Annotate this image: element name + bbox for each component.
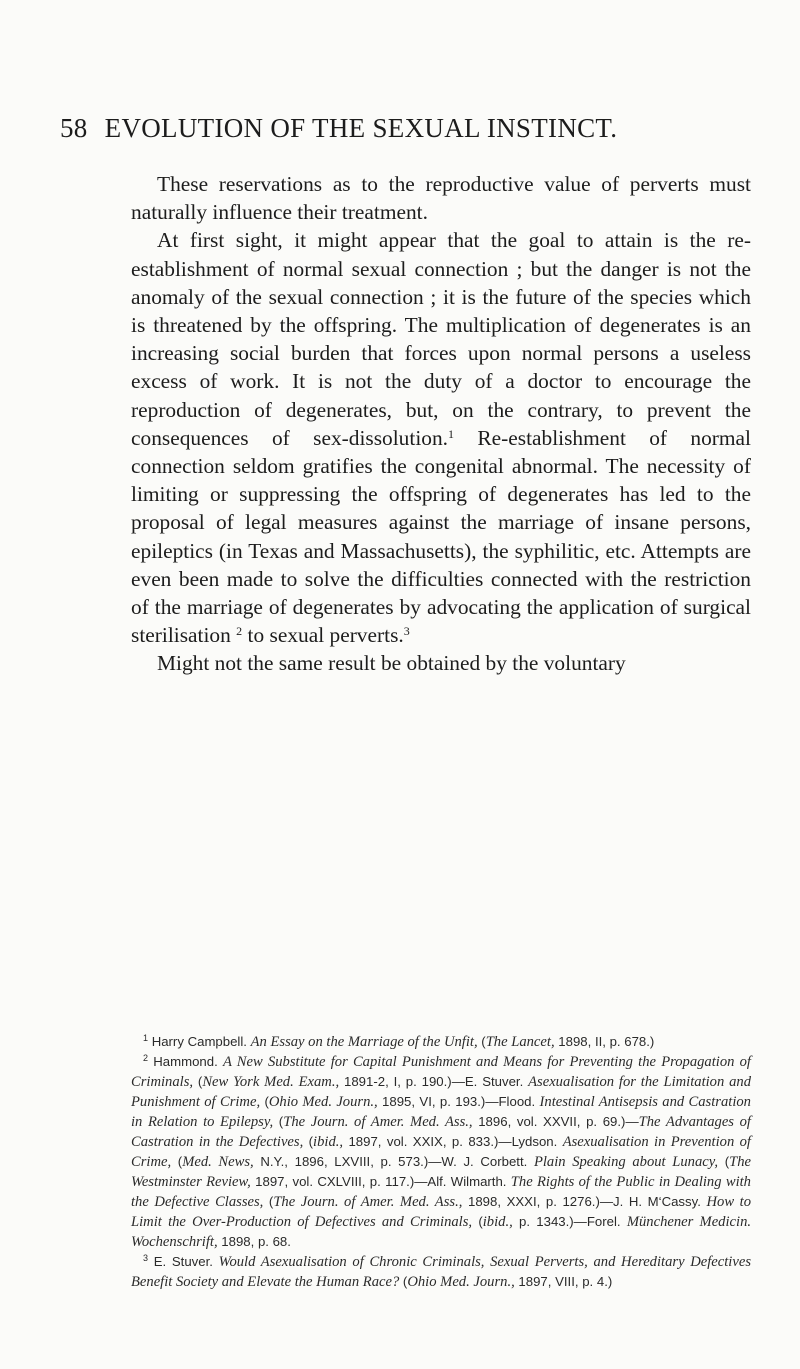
footnote-2-ref-1: 1891-2, I, p. 190.)—E. Stuver. bbox=[339, 1074, 529, 1089]
footnote-2-title-4: The Advantages of Castration in the Defectives, bbox=[131, 1114, 751, 1150]
main-text bbox=[131, 170, 751, 678]
running-title: EVOLUTION OF THE SEXUAL INSTINCT. bbox=[104, 113, 618, 143]
footnote-2-journal-7: The Journ. of Amer. Med. Ass., bbox=[273, 1194, 463, 1210]
footnote-2-title-5: Asexualisation in Prevention of Crime, bbox=[131, 1134, 751, 1170]
footnote-3-rest: 1897, VIII, p. 4.) bbox=[514, 1274, 613, 1289]
footnote-2-ref-6: 1897, vol. CXLVIII, p. 117.)—Alf. Wilmarth. bbox=[250, 1174, 511, 1189]
footnote-1-open: ( bbox=[477, 1034, 486, 1049]
footnote-2-title-8: How to Limit the Over-Production of Defectives and Criminals, bbox=[131, 1194, 751, 1230]
footnote-2-journal-4: ibid., bbox=[313, 1134, 344, 1150]
footnote-2-journal-1: New York Med. Exam., bbox=[202, 1074, 340, 1090]
footnote-2-title-3: Intestinal Antisepsis and Castration in Relation to Epilepsy, bbox=[131, 1094, 751, 1130]
footnote-1-author: Harry Campbell. bbox=[151, 1034, 251, 1049]
paragraph-2-part-b: Re-establishment of normal connection seldom gratifies the congenital abnormal. The necessity of limiting or suppressing the offspring of degenerates has led to the proposal of legal measures against the marriage of insane persons, epileptics (in Texas and Massachusetts), the syphilitic, etc. Attempts are even been made to solve the difficulties connected with the restriction of the marriage of degenerates by advocating the application of surgical sterilisation bbox=[131, 425, 751, 648]
footnote-2-title-9: Münchener Medicin. Wochenschrift, bbox=[131, 1214, 752, 1250]
paragraph-2 bbox=[131, 226, 751, 649]
footnote-2-title-2: Asexualisation for the Limitation and Punishment of Crime, bbox=[131, 1074, 752, 1110]
footnote-2: $^2$ Hammond. A New Substitute for Capital Punishment and Means for Preventing the Propagation of Criminals, (New York Med. Exam., 1891-2, I, p. 190.)—E. Stuver. Asexualisation for the Limitation and Punishment of Crime, (Ohio Med. Journ., 1895, VI, p. 193.)—Flood. Intestinal Antisepsis and Castration in Relation to Epilepsy, (The Journ. of Amer. Med. Ass., 1896, vol. XXVII, p. 69.)—The Advantages of Castration in the Defectives, (ibid., 1897, vol. XXIX, p. 833.)—Lydson. Asexualisation in Prevention of Crime, (Med. News, N.Y., 1896, LXVIII, p. 573.)—W. J. Corbett. Plain Speaking about Lunacy, (The Westminster Review, 1897, vol. CXLVIII, p. 117.)—Alf. Wilmarth. The Rights of the Public in Dealing with the Defective Classes, (The Journ. of Amer. Med. Ass., 1898, XXXI, p. 1276.)—J. H. M‘Cassy. How to Limit the Over-Production of Defectives and Criminals, (ibid., p. 1343.)—Forel. Münchener Medicin. Wochenschrift, 1898, p. 68. bbox=[131, 1053, 752, 1250]
footnote-2-ref-8: p. 1343.)—Forel. bbox=[512, 1214, 627, 1229]
footnote-ref-3: 3 bbox=[403, 624, 410, 639]
footnote-3-title: Would Asexualisation of Chronic Criminals, Sexual Perverts, and Hereditary Defectives Benefit Society and Elevate the Human Race? bbox=[131, 1254, 751, 1290]
running-header bbox=[60, 113, 740, 144]
footnote-2-journal-6: The Westminster Review, bbox=[131, 1154, 751, 1190]
footnote-1 bbox=[131, 1032, 751, 1052]
footnote-3-journal: Ohio Med. Journ., bbox=[407, 1274, 515, 1290]
paragraph-1: These reservations as to the reproductive value of perverts must naturally influence their treatment. bbox=[131, 172, 751, 225]
footnote-ref-1: 1 bbox=[448, 426, 455, 441]
footnote-1-rest: 1898, II, p. 678.) bbox=[554, 1034, 655, 1049]
footnote-2-ref-2: 1895, VI, p. 193.)—Flood. bbox=[377, 1094, 540, 1109]
paragraph-3: Might not the same result be obtained by the voluntary bbox=[157, 651, 626, 676]
footnote-2-title-1: A New Substitute for Capital Punishment and Means for Preventing the Propagation of Criminals, bbox=[131, 1054, 751, 1090]
footnote-3-mark: 3 bbox=[143, 1253, 149, 1263]
footnote-1-journal: The Lancet, bbox=[485, 1034, 555, 1050]
footnote-2-journal-5: Med. News, bbox=[182, 1154, 254, 1170]
footnote-2-ref-5: N.Y., 1896, LXVIII, p. 573.)—W. J. Corbett. bbox=[253, 1154, 534, 1169]
page-number: 58 bbox=[60, 113, 88, 143]
footnotes bbox=[131, 1032, 751, 1292]
footnote-3: $^3$ E. Stuver. Would Asexualisation of Chronic Criminals, Sexual Perverts, and Hereditary Defectives Benefit Society and Elevate the Human Race? (Ohio Med. Journ., 1897, VIII, p. 4.) bbox=[131, 1253, 751, 1290]
paragraph-2-part-a: At first sight, it might appear that the goal to attain is the re-establishment of normal sexual connection ; but the danger is not the anomaly of the sexual connection ; it is the future of the species which is threatened by the offspring. The multiplication of degenerates is an increasing social burden that forces upon normal persons a useless excess of work. It is not the duty of a doctor to encourage the reproduction of degenerates, but, on the contrary, to prevent the consequences of sex-dissolution. bbox=[131, 228, 751, 450]
footnote-ref-2: 2 bbox=[236, 624, 243, 639]
footnote-1-mark: 1 bbox=[143, 1033, 149, 1043]
footnote-2-author: Hammond. bbox=[153, 1054, 223, 1069]
paragraph-2-part-c: to sexual perverts. bbox=[242, 623, 404, 648]
footnote-2-ref-7: 1898, XXXI, p. 1276.)—J. H. M‘Cassy. bbox=[462, 1194, 707, 1209]
footnote-2-ref-9: 1898, p. 68. bbox=[217, 1234, 291, 1249]
footnote-2-title-6: Plain Speaking about Lunacy, bbox=[533, 1154, 719, 1170]
footnote-2-ref-3: 1896, vol. XXVII, p. 69.)— bbox=[472, 1114, 639, 1129]
footnote-2-journal-8: ibid., bbox=[482, 1214, 513, 1230]
footnote-2-journal-2: Ohio Med. Journ., bbox=[268, 1094, 378, 1110]
footnote-3-author: E. Stuver. bbox=[153, 1254, 219, 1269]
footnote-2-ref-4: 1897, vol. XXIX, p. 833.)—Lydson. bbox=[343, 1134, 563, 1149]
footnote-2-journal-3: The Journ. of Amer. Med. Ass., bbox=[283, 1114, 473, 1130]
footnote-1-title: An Essay on the Marriage of the Unfit, bbox=[250, 1034, 478, 1050]
footnote-2-mark: 2 bbox=[143, 1053, 149, 1063]
footnote-2-title-7: The Rights of the Public in Dealing with the Defective Classes, bbox=[131, 1174, 751, 1210]
